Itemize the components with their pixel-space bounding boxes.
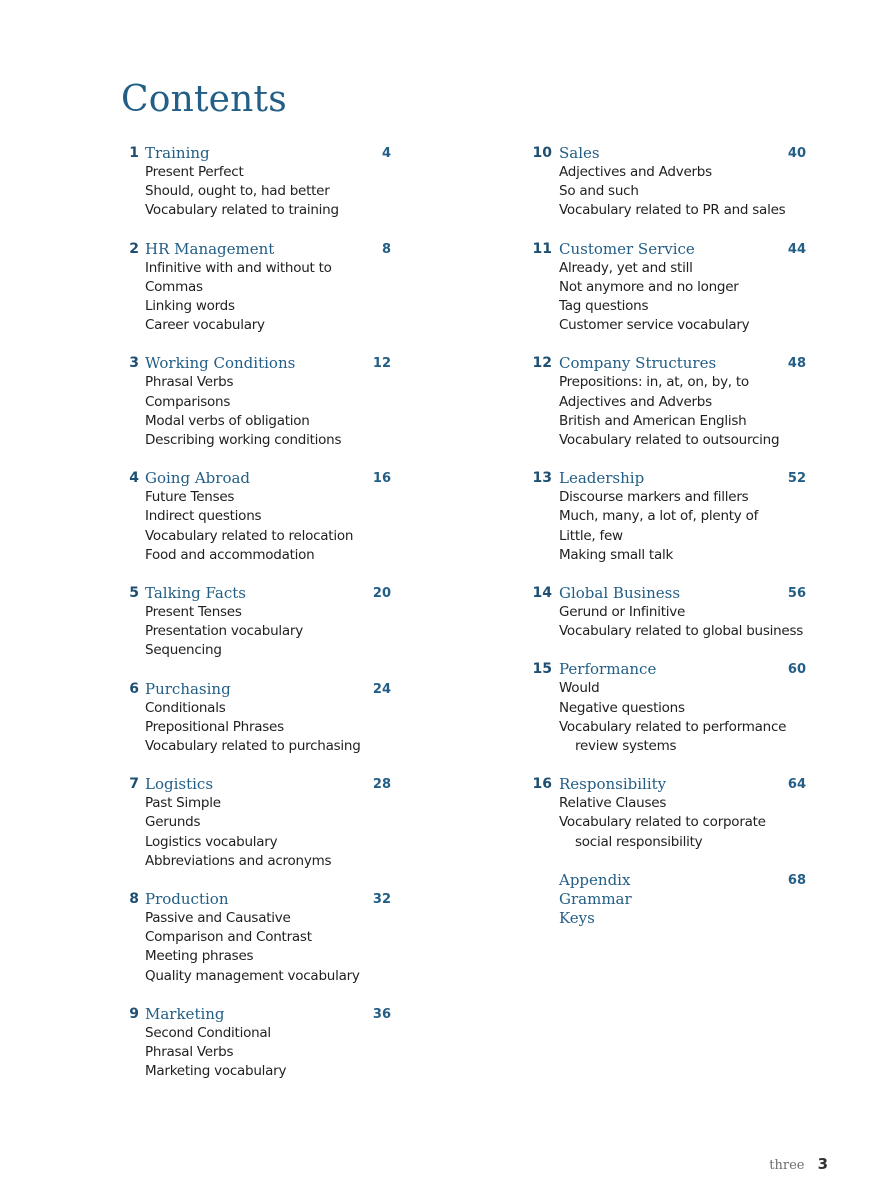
unit-title[interactable]: Global Business [559, 584, 681, 603]
unit-title[interactable]: Logistics [145, 775, 214, 794]
unit-heading [121, 680, 391, 699]
unit-topic: Presentation vocabulary [145, 623, 303, 640]
unit-entry[interactable] [121, 680, 391, 757]
unit-topic: Future Tenses [145, 489, 235, 506]
unit-topic-list [121, 909, 391, 986]
unit-topic: Vocabulary related to training [145, 202, 339, 219]
unit-topic: Tag questions [559, 298, 649, 315]
unit-title[interactable]: Training [145, 144, 210, 162]
unit-heading [121, 469, 391, 488]
unit-topic: Indirect questions [145, 508, 262, 525]
unit-page-number: 64 [787, 777, 806, 793]
unit-entry[interactable] [530, 240, 806, 336]
unit-topic-list [530, 679, 806, 756]
page-number: 3 [817, 1155, 828, 1173]
unit-topic: Infinitive with and without to [145, 259, 332, 276]
unit-page-number: 8 [381, 241, 391, 257]
unit-title[interactable]: Leadership [559, 469, 645, 488]
unit-entry[interactable] [530, 354, 806, 450]
unit-page-number: 56 [787, 586, 806, 602]
unit-number: 16 [532, 776, 552, 793]
unit-topic: Food and accommodation [145, 546, 315, 563]
unit-heading [530, 660, 806, 679]
unit-topic-list [530, 603, 806, 641]
unit-topic-list [121, 1024, 391, 1082]
unit-title[interactable]: Sales [559, 144, 600, 162]
unit-page-number: 20 [372, 586, 391, 602]
unit-topic: Gerunds [145, 814, 201, 831]
unit-topic: Describing working conditions [145, 432, 342, 449]
unit-number: 13 [532, 470, 552, 487]
unit-topic: Should, ought to, had better [145, 183, 330, 200]
unit-topic-list [530, 794, 806, 852]
unit-number: 4 [129, 470, 139, 487]
unit-title[interactable]: Performance [559, 660, 657, 679]
unit-topic: Commas [145, 278, 203, 295]
unit-topic: Vocabulary related to performance review systems [559, 718, 787, 755]
unit-topic: Past Simple [145, 795, 221, 812]
unit-topic: Comparison and Contrast [145, 929, 312, 946]
unit-topic: Vocabulary related to outsourcing [559, 432, 780, 449]
unit-topic: Vocabulary related to PR and sales [559, 202, 786, 219]
unit-topic: Prepositional Phrases [145, 718, 284, 735]
unit-title[interactable]: Marketing [145, 1004, 225, 1023]
unit-entry[interactable] [530, 469, 806, 565]
unit-entry[interactable] [530, 660, 806, 756]
appendix-line[interactable]: Grammar [559, 889, 632, 908]
unit-number: 14 [532, 585, 552, 602]
unit-topic: Vocabulary related to relocation [145, 527, 354, 544]
unit-number: 7 [129, 776, 139, 793]
unit-title[interactable]: Purchasing [145, 679, 231, 698]
unit-title[interactable]: HR Management [145, 239, 275, 258]
unit-number: 12 [532, 355, 552, 372]
unit-topic-list [121, 699, 391, 757]
unit-heading [121, 584, 391, 603]
unit-topic-list [121, 603, 391, 661]
unit-heading [121, 1005, 391, 1024]
unit-topic: Making small talk [559, 546, 674, 563]
unit-topic: Vocabulary related to corporate social responsibility [559, 814, 766, 850]
unit-title[interactable]: Production [145, 890, 229, 909]
unit-topic-list [121, 373, 391, 450]
unit-topic: Marketing vocabulary [145, 1063, 287, 1080]
unit-entry[interactable] [530, 584, 806, 641]
unit-page-number: 52 [787, 471, 806, 487]
unit-heading [121, 775, 391, 794]
unit-page-number: 48 [787, 356, 806, 372]
unit-number: 8 [129, 891, 139, 908]
unit-topic: Phrasal Verbs [145, 374, 234, 391]
unit-topic-list [530, 488, 806, 565]
unit-topic: Modal verbs of obligation [145, 412, 310, 429]
unit-heading [121, 354, 391, 373]
unit-topic: Would [559, 680, 600, 697]
unit-entry[interactable] [121, 775, 391, 871]
unit-topic: Adjectives and Adverbs [559, 164, 712, 180]
unit-heading [530, 775, 806, 794]
unit-topic-list [121, 163, 391, 221]
unit-heading [530, 584, 806, 603]
unit-page-number: 16 [372, 471, 391, 487]
unit-entry[interactable] [121, 890, 391, 986]
unit-number: 15 [532, 661, 552, 678]
unit-topic: Not anymore and no longer [559, 278, 739, 295]
unit-page-number: 28 [372, 777, 391, 793]
unit-topic: Prepositions: in, at, on, by, to [559, 374, 749, 391]
unit-entry[interactable] [121, 584, 391, 661]
unit-page-number: 12 [372, 356, 391, 372]
page-title: Contents [121, 79, 287, 120]
unit-topic: Vocabulary related to global business [559, 623, 804, 640]
unit-topic: Phrasal Verbs [145, 1044, 234, 1061]
unit-page-number: 44 [787, 241, 806, 257]
unit-number: 5 [129, 585, 139, 602]
unit-topic: British and American English [559, 412, 747, 429]
unit-topic: Passive and Causative [145, 910, 291, 927]
unit-topic: Present Perfect [145, 164, 244, 180]
unit-topic: Negative questions [559, 699, 685, 716]
unit-topic: Adjectives and Adverbs [559, 393, 712, 410]
unit-topic: Sequencing [145, 642, 222, 659]
unit-topic: Relative Clauses [559, 795, 667, 812]
unit-topic-list [121, 488, 391, 565]
unit-topic: Meeting phrases [145, 948, 254, 965]
page-footer [769, 1153, 828, 1177]
unit-topic: Logistics vocabulary [145, 833, 278, 850]
unit-topic: Second Conditional [145, 1024, 271, 1041]
unit-page-number: 4 [381, 146, 391, 161]
contents-right-column [530, 144, 806, 928]
unit-heading [121, 890, 391, 909]
unit-page-number: 60 [787, 662, 806, 678]
unit-topic: Customer service vocabulary [559, 317, 750, 334]
unit-entry[interactable] [530, 775, 806, 852]
unit-topic: Vocabulary related to purchasing [145, 738, 361, 755]
unit-heading [121, 144, 391, 163]
page-number-word: three [769, 1158, 805, 1173]
unit-entry[interactable] [121, 1005, 391, 1082]
unit-heading [530, 240, 806, 259]
unit-number: 3 [129, 355, 139, 372]
unit-page-number: 32 [372, 892, 391, 908]
unit-number: 11 [532, 240, 552, 257]
appendix-page-number: 68 [787, 872, 806, 888]
unit-topic: Quality management vocabulary [145, 967, 360, 984]
unit-heading [530, 144, 806, 163]
unit-topic: Much, many, a lot of, plenty of [559, 508, 759, 525]
unit-number: 9 [129, 1005, 139, 1022]
unit-page-number: 40 [787, 146, 806, 161]
unit-topic: Linking words [145, 298, 235, 315]
unit-topic-list [121, 259, 391, 336]
unit-title[interactable]: Going Abroad [145, 469, 251, 488]
unit-entry[interactable] [121, 354, 391, 450]
unit-title[interactable]: Responsibility [559, 775, 667, 794]
unit-topic: Career vocabulary [145, 317, 265, 334]
unit-topic: Comparisons [145, 393, 231, 410]
unit-topic: So and such [559, 183, 639, 200]
unit-topic-list [530, 373, 806, 450]
unit-title[interactable]: Working Conditions [145, 354, 296, 373]
unit-topic-list [530, 163, 806, 221]
unit-number: 10 [532, 145, 552, 161]
contents-left-column [121, 144, 391, 1101]
unit-heading [121, 240, 391, 259]
appendix-line[interactable]: Appendix [559, 870, 631, 889]
appendix-line[interactable]: Keys [559, 908, 595, 927]
unit-topic: Discourse markers and fillers [559, 489, 749, 506]
unit-entry[interactable] [121, 144, 391, 221]
unit-title[interactable]: Talking Facts [145, 584, 246, 603]
unit-entry[interactable] [121, 240, 391, 336]
unit-number: 6 [129, 680, 139, 697]
unit-topic: Little, few [559, 527, 623, 544]
unit-topic-list [530, 259, 806, 336]
unit-number: 2 [129, 240, 139, 257]
unit-heading [530, 469, 806, 488]
unit-topic: Conditionals [145, 699, 226, 716]
unit-page-number: 36 [372, 1006, 391, 1022]
unit-number: 1 [129, 145, 139, 161]
unit-title[interactable]: Company Structures [559, 354, 717, 373]
unit-topic: Gerund or Infinitive [559, 604, 686, 621]
unit-topic: Abbreviations and acronyms [145, 852, 332, 869]
unit-heading [530, 354, 806, 373]
unit-entry[interactable] [530, 144, 806, 221]
appendix-entry[interactable] [530, 871, 806, 928]
unit-topic: Present Tenses [145, 604, 242, 621]
unit-topic-list [121, 794, 391, 871]
unit-page-number: 24 [372, 681, 391, 697]
unit-topic: Already, yet and still [559, 259, 693, 276]
unit-entry[interactable] [121, 469, 391, 565]
unit-title[interactable]: Customer Service [559, 239, 695, 258]
